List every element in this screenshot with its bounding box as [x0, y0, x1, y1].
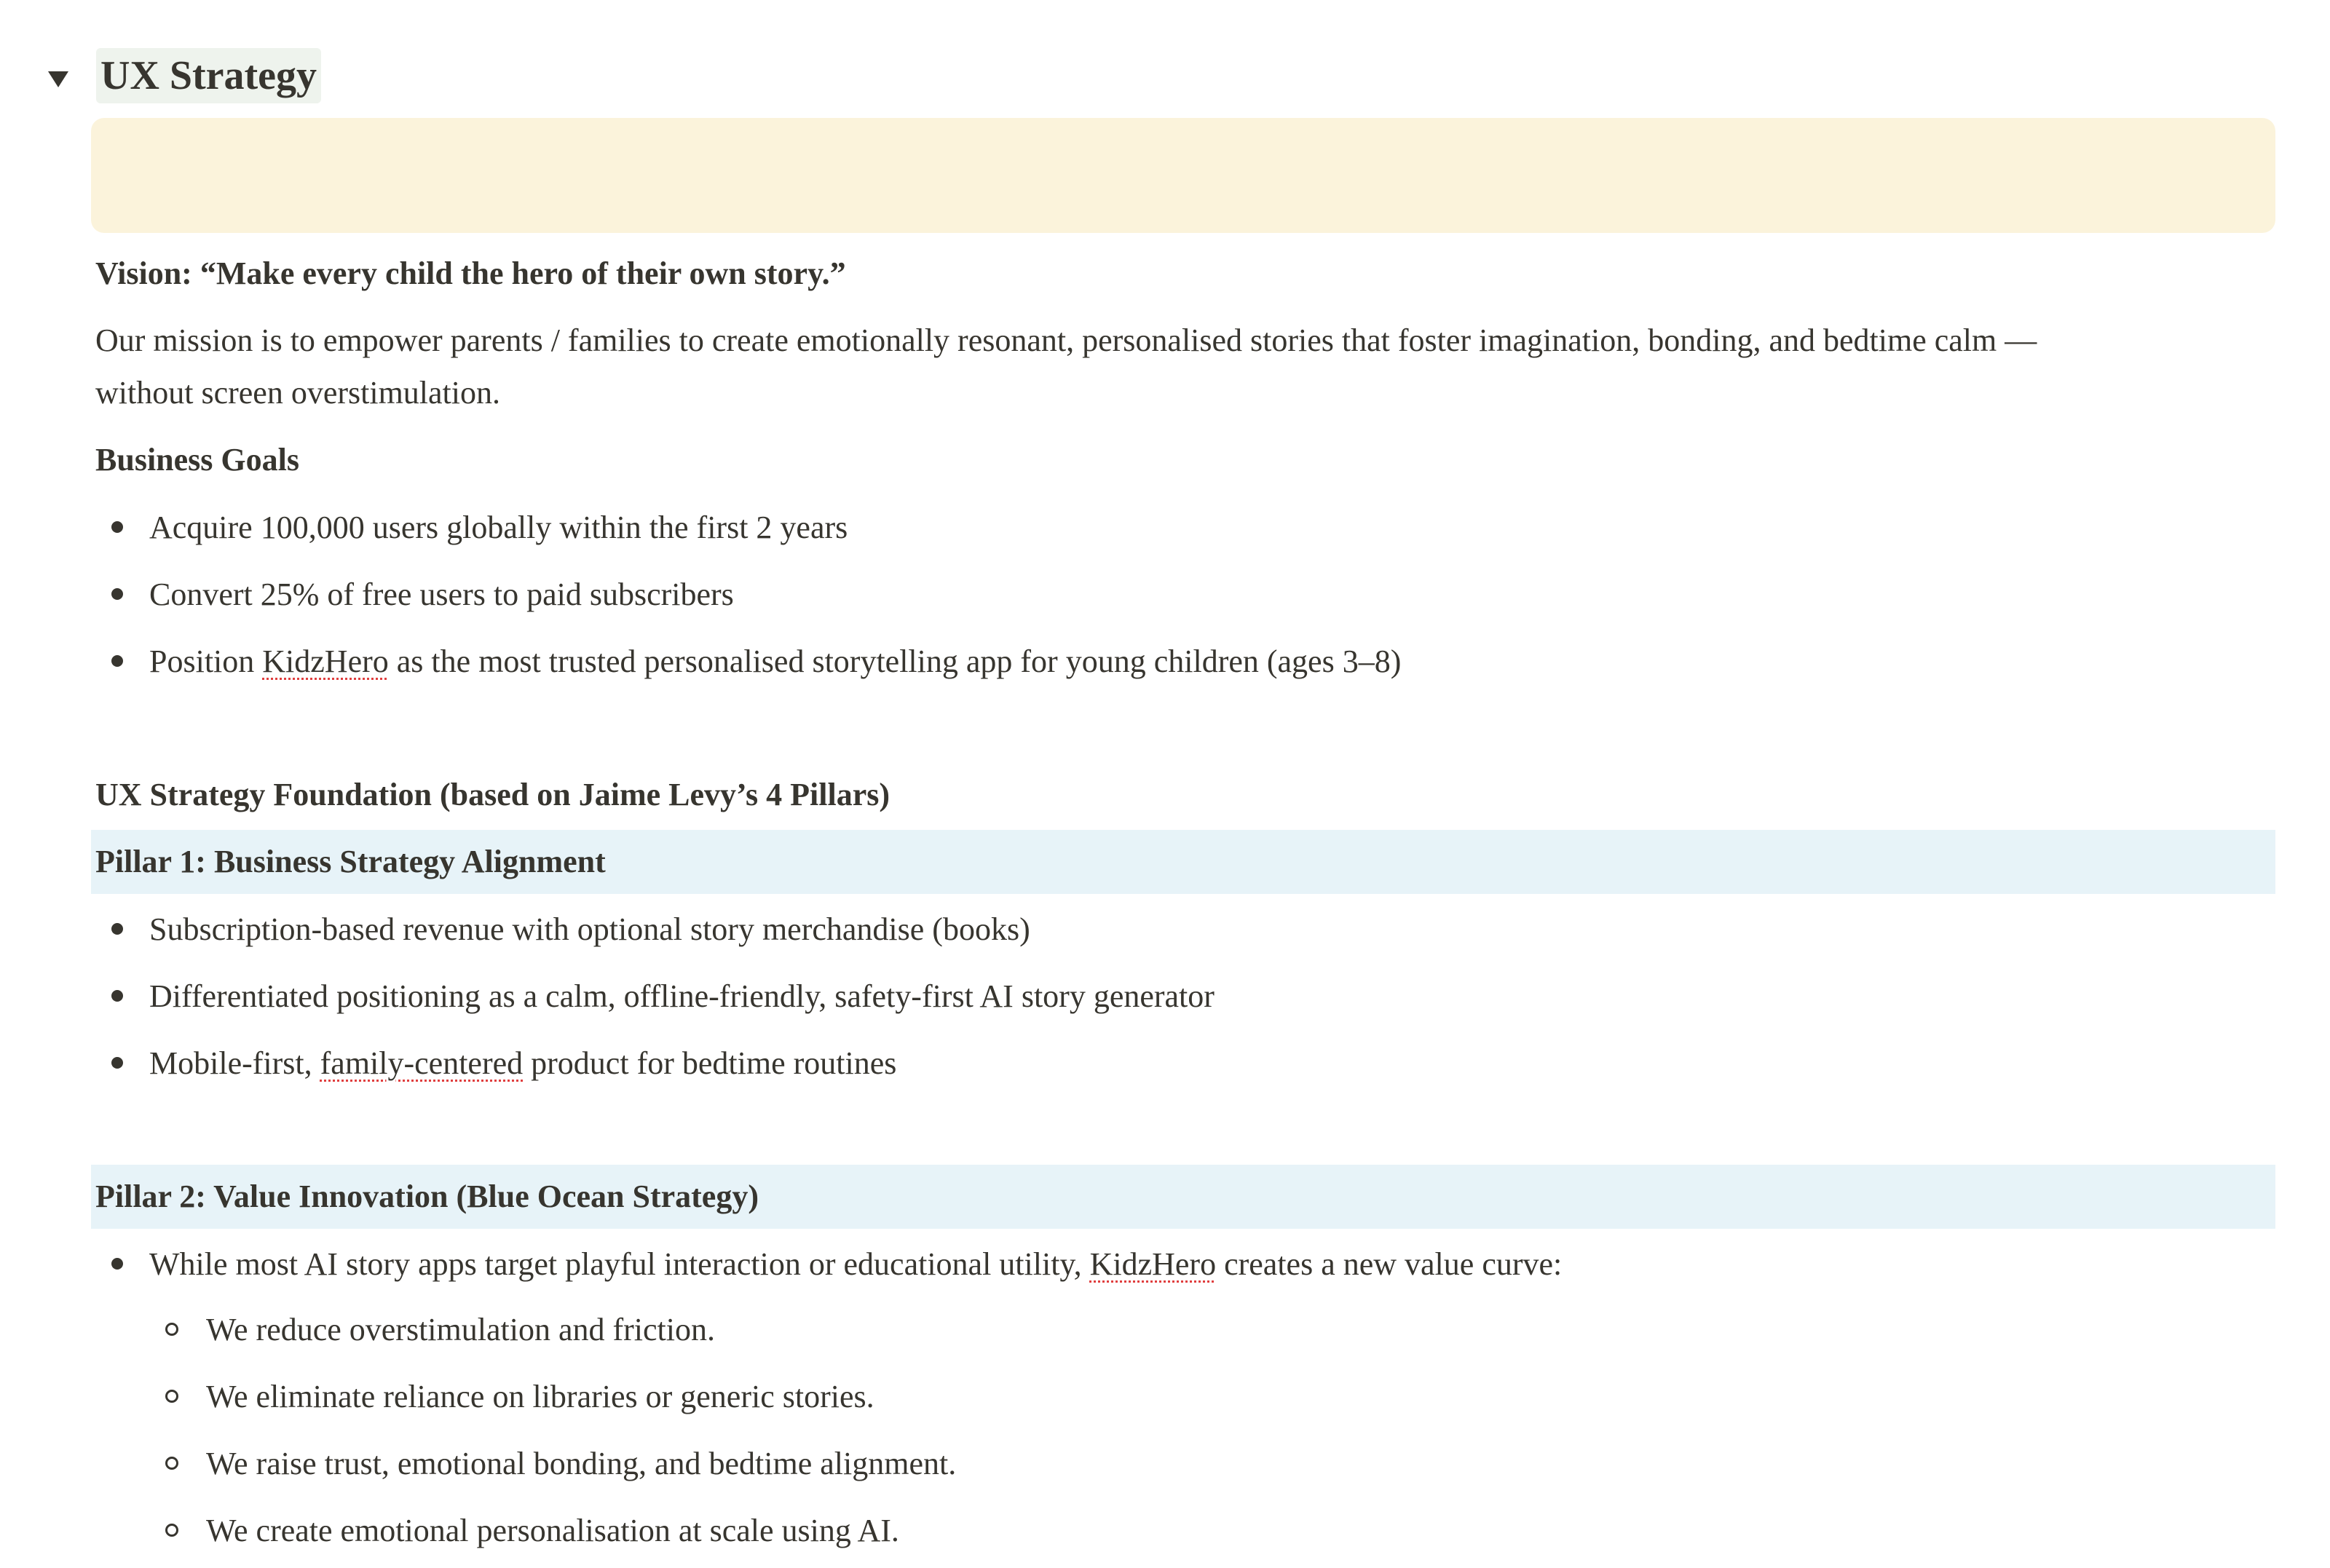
text-segment: creates a new value curve:: [1216, 1246, 1563, 1282]
sub-list-item: [149, 1370, 874, 1422]
list-item: [95, 568, 734, 620]
bullet-icon: [111, 588, 123, 600]
bullet-icon: [111, 990, 123, 1002]
list-item: [95, 635, 1401, 687]
bullet-icon: [111, 655, 123, 667]
sub-list-item-text: We eliminate reliance on libraries or generic stories.: [206, 1378, 874, 1414]
callout-block[interactable]: [91, 118, 2275, 233]
sub-list-item-text: We create emotional personalisation at scale using AI.: [206, 1512, 899, 1548]
mission-text-line-1: Our mission is to empower parents / families to create emotionally resonant, personalised stories that foster imagination, bonding, and bedtime calm —: [95, 322, 2037, 358]
sub-list-item: [149, 1504, 899, 1556]
text-segment: Position: [149, 643, 263, 679]
sub-list-item: [149, 1303, 715, 1355]
bullet-icon: [111, 521, 123, 533]
hollow-bullet-icon: [165, 1524, 178, 1537]
text-segment: product for bedtime routines: [523, 1045, 897, 1081]
toggle-title[interactable]: UX Strategy: [96, 48, 321, 103]
list-item-text: [149, 1246, 1562, 1283]
bullet-icon: [111, 1258, 123, 1270]
text-segment: Mobile-first,: [149, 1045, 320, 1081]
spellcheck-flagged-word[interactable]: KidzHero: [262, 643, 389, 679]
list-item: [95, 1037, 896, 1089]
pillar-1-heading-block: [91, 830, 2275, 894]
sub-list-item: [149, 1437, 956, 1489]
list-item-text: Differentiated positioning as a calm, offline-friendly, safety-first AI story generator: [149, 978, 1215, 1014]
sub-list-item-text: We raise trust, emotional bonding, and bedtime alignment.: [206, 1445, 957, 1481]
list-item-text: [149, 1045, 896, 1082]
toggle-triangle-icon[interactable]: [44, 61, 73, 90]
text-segment: as the most trusted personalised storytelling app for young children (ages 3–8): [388, 643, 1402, 679]
list-item-text: [149, 643, 1401, 680]
list-item: [95, 903, 1030, 955]
mission-text-line-2: without screen overstimulation.: [95, 375, 500, 411]
sub-list-item-text: We reduce overstimulation and friction.: [206, 1311, 715, 1347]
text-segment: While most AI story apps target playful interaction or educational utility,: [149, 1246, 1090, 1282]
pillar-2-heading-block: [91, 1165, 2275, 1229]
spellcheck-flagged-word[interactable]: family-centered: [320, 1045, 524, 1081]
bullet-icon: [111, 923, 123, 935]
list-item-text: Subscription-based revenue with optional story merchandise (books): [149, 911, 1030, 947]
foundation-heading: UX Strategy Foundation (based on Jaime Levy’s 4 Pillars): [95, 777, 890, 812]
hollow-bullet-icon: [165, 1457, 178, 1470]
bullet-icon: [111, 1057, 123, 1069]
hollow-bullet-icon: [165, 1390, 178, 1403]
hollow-bullet-icon: [165, 1323, 178, 1336]
list-item: [95, 1238, 1562, 1290]
list-item: [95, 501, 848, 553]
vision-title: Vision: “Make every child the hero of their own story.”: [95, 256, 846, 291]
list-item-text: Acquire 100,000 users globally within the first 2 years: [149, 509, 848, 545]
spellcheck-flagged-word[interactable]: KidzHero: [1089, 1246, 1217, 1282]
pillar-2-heading: Pillar 2: Value Innovation (Blue Ocean Strategy): [95, 1179, 759, 1214]
toggle-heading: [44, 48, 321, 103]
business-goals-heading: Business Goals: [95, 442, 299, 478]
list-item-text: Convert 25% of free users to paid subscribers: [149, 576, 734, 612]
list-item: [95, 970, 1215, 1022]
pillar-1-heading: Pillar 1: Business Strategy Alignment: [95, 844, 606, 879]
